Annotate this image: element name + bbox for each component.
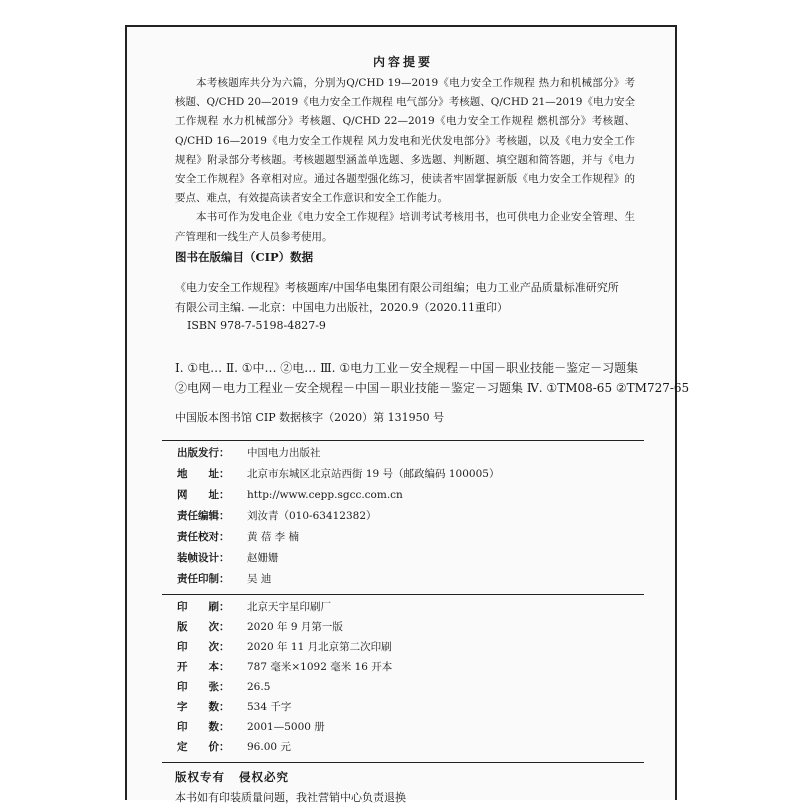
summary-text [175,74,635,247]
publisher-row [177,571,271,586]
cip-line: 《电力安全工作规程》考核题库/中国华电集团有限公司组编；电力工业产品质量标准研究所 [175,281,619,294]
field-label: 地 址： [177,468,230,480]
field-value: 北京天宇星印刷厂 [247,601,331,613]
printing-row [177,699,291,714]
field-value: 北京市东城区北京站西街 19 号（邮政编码 100005） [247,468,500,480]
printing-row [177,599,331,614]
printing-row [177,659,392,674]
copyright-page [125,25,690,804]
field-value: 黄 蓓 李 楠 [247,531,300,543]
field-label: 印 次： [177,641,230,653]
field-label: 印 刷： [177,601,230,613]
field-value: 2020 年 11 月北京第二次印刷 [247,641,392,653]
field-label: 印 数： [177,721,230,733]
field-value: 96.00 元 [247,741,291,753]
isbn: ISBN 978-7-5198-4827-9 [187,319,326,332]
divider [162,762,644,763]
field-value: 2001—5000 册 [247,721,325,733]
publisher-row [177,529,299,544]
copyright-exclusive: 版权专有 [175,770,225,784]
copyright-statement [175,769,303,785]
field-label: 装帧设计： [177,552,230,564]
field-value: http://www.cepp.sgcc.com.cn [247,489,403,501]
divider [162,594,644,595]
field-label: 字 数： [177,701,230,713]
classification-line: Ⅰ. ①电… Ⅱ. ①中… ②电… Ⅲ. ①电力工业－安全规程－中国－职业技能－鉴定－习题集 [175,361,639,375]
classification-line: ②电网－电力工程业－安全规程－中国－职业技能－鉴定－习题集 Ⅳ. ①TM08-65 ②TM727-65 [175,381,690,395]
field-label: 责任印制： [177,573,230,585]
printing-row [177,619,343,634]
publisher-row [177,508,377,523]
field-value: 吴 迪 [247,573,272,585]
printing-row [177,739,291,754]
printing-row [177,719,325,734]
publisher-row [177,466,499,481]
field-label: 出版发行： [177,447,230,459]
printing-row [177,639,392,654]
field-label: 印 张： [177,681,230,693]
field-label: 网 址： [177,489,230,501]
publisher-row [177,550,279,565]
summary-paragraph: 本书可作为发电企业《电力安全工作规程》培训考试考核用书，也可供电力企业安全管理、生产管理和一线生产人员参考使用。 [175,211,635,243]
field-value: 26.5 [247,681,271,693]
printing-row [177,679,270,694]
summary-paragraph: 本考核题库共分为六篇，分别为Q/CHD 19—2019《电力安全工作规程 热力和机械部分》考核题、Q/CHD 20—2019《电力安全工作规程 电气部分》考核题、Q/CHD 21—2019《电力安全工作规程 水力机械部分》考核题、Q/CHD 22—2019《电力安全工作规程 燃机部分》考核题、Q/CHD 16—2019《电力安全工作规程 风力发电和光伏发电部分》考核题，以及《电力安全工作规程》附录部分考核题。考核题题型涵盖单选题、多选题、判断题、填空题和简答题，并与《电力安全工作规程》各章相对应。通过各题型强化练习，使读者牢固掌握新版《电力安全工作规程》的要点、难点，有效提高读者安全工作意识和安全工作能力。 [175,77,635,205]
field-label: 责任编辑： [177,510,230,522]
cip-heading: 图书在版编目（CIP）数据 [175,250,314,264]
field-value: 534 千字 [247,701,292,713]
field-label: 责任校对： [177,531,230,543]
infringement-notice: 侵权必究 [239,770,289,784]
return-notice: 本书如有印装质量问题，我社营销中心负责退换 [175,791,406,804]
field-value: 刘汝青（010-63412382） [247,510,377,522]
field-value: 赵姗姗 [247,552,279,564]
publisher-row [177,445,321,460]
field-label: 定 价： [177,741,230,753]
divider [162,440,644,441]
field-value: 中国电力出版社 [247,447,321,459]
field-label: 版 次： [177,621,230,633]
summary-title: 内容提要 [372,55,433,69]
field-value: 787 毫米×1092 毫米 16 开本 [247,661,393,673]
cip-record: 中国版本图书馆 CIP 数据核字（2020）第 131950 号 [175,411,445,424]
field-label: 开 本： [177,661,230,673]
field-value: 2020 年 9 月第一版 [247,621,343,633]
cip-line: 有限公司主编. —北京：中国电力出版社，2020.9（2020.11重印） [175,301,508,314]
publisher-row [177,487,403,502]
